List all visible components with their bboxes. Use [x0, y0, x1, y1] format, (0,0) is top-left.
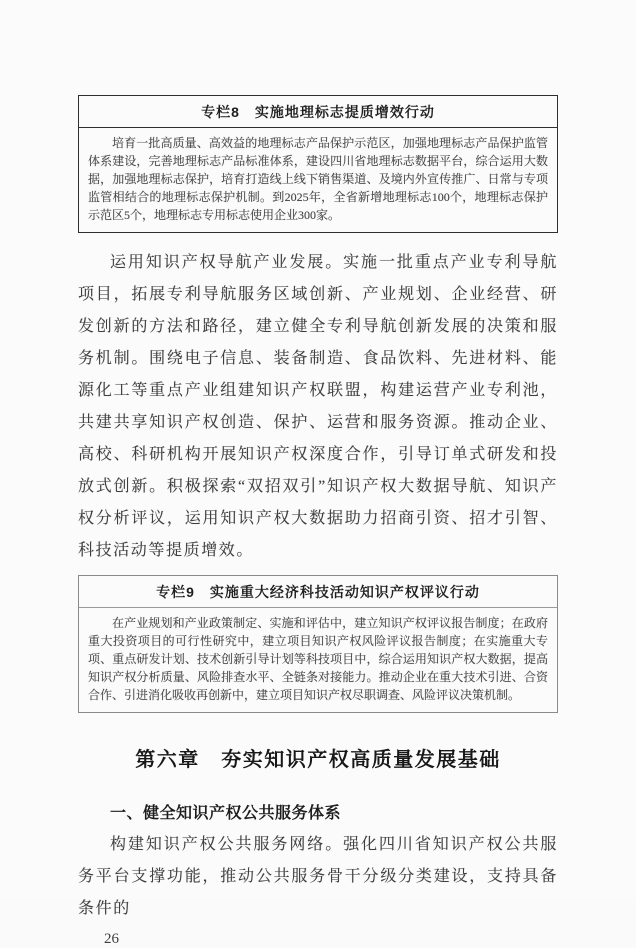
callout-box-9-body: 在产业规划和产业政策制定、实施和评估中，建立知识产权评议报告制度；在政府重大投资项目的可行性研究中，建立项目知识产权风险评议报告制度；在实施重大专项、重点研发计划、技术创新引导计划等科技项目中，综合运用知识产权大数据，提高知识产权分析质量、风险排查水平、全链条对接能力。推动企业在重大技术引进、合资合作、引进消化吸收再创新中，建立项目知识产权尽职调查、风险评议决策机制。	[88, 616, 548, 702]
callout-box-8-body: 培育一批高质量、高效益的地理标志产品保护示范区，加强地理标志产品保护监管体系建设，完善地理标志产品标准体系，建设四川省地理标志数据平台，综合运用大数据，加强地理标志保护，培育打造线上线下销售渠道、及境内外宣传推广、日常与专项监管相结合的地理标志保护机制。到2025年，全省新增地理标志100个，地理标志保护示范区5个，地理标志专用标志使用企业300家。	[88, 136, 548, 222]
callout-box-8	[78, 95, 558, 233]
chapter-heading: 第六章 夯实知识产权高质量发展基础	[135, 749, 501, 771]
page-number: 26	[104, 931, 119, 947]
section-heading: 一、健全知识产权公共服务体系	[110, 805, 342, 822]
paragraph-patent-navigation: 运用知识产权导航产业发展。实施一批重点产业专利导航项目，拓展专利导航服务区域创新、产业规划、企业经营、研发创新的方法和路径，建立健全专利导航创新发展的决策和服务机制。围绕电子信息、装备制造、食品饮料、先进材料、能源化工等重点产业组建知识产权联盟，构建运营产业专利池，共建共享知识产权创造、保护、运营和服务资源。推动企业、高校、科研机构开展知识产权深度合作，引导订单式研发和投放式创新。积极探索“双招双引”知识产权大数据导航、知识产权分析评议，运用知识产权大数据助力招商引资、招才引智、科技活动等提质增效。	[78, 254, 558, 559]
paragraph-public-service: 构建知识产权公共服务网络。强化四川省知识产权公共服务平台支撑功能，推动公共服务骨干分级分类建设，支持具备条件的	[78, 836, 558, 917]
callout-box-9	[78, 575, 558, 713]
callout-box-8-title: 专栏8 实施地理标志提质增效行动	[79, 96, 557, 128]
callout-box-9-title: 专栏9 实施重大经济科技活动知识产权评议行动	[79, 576, 557, 608]
